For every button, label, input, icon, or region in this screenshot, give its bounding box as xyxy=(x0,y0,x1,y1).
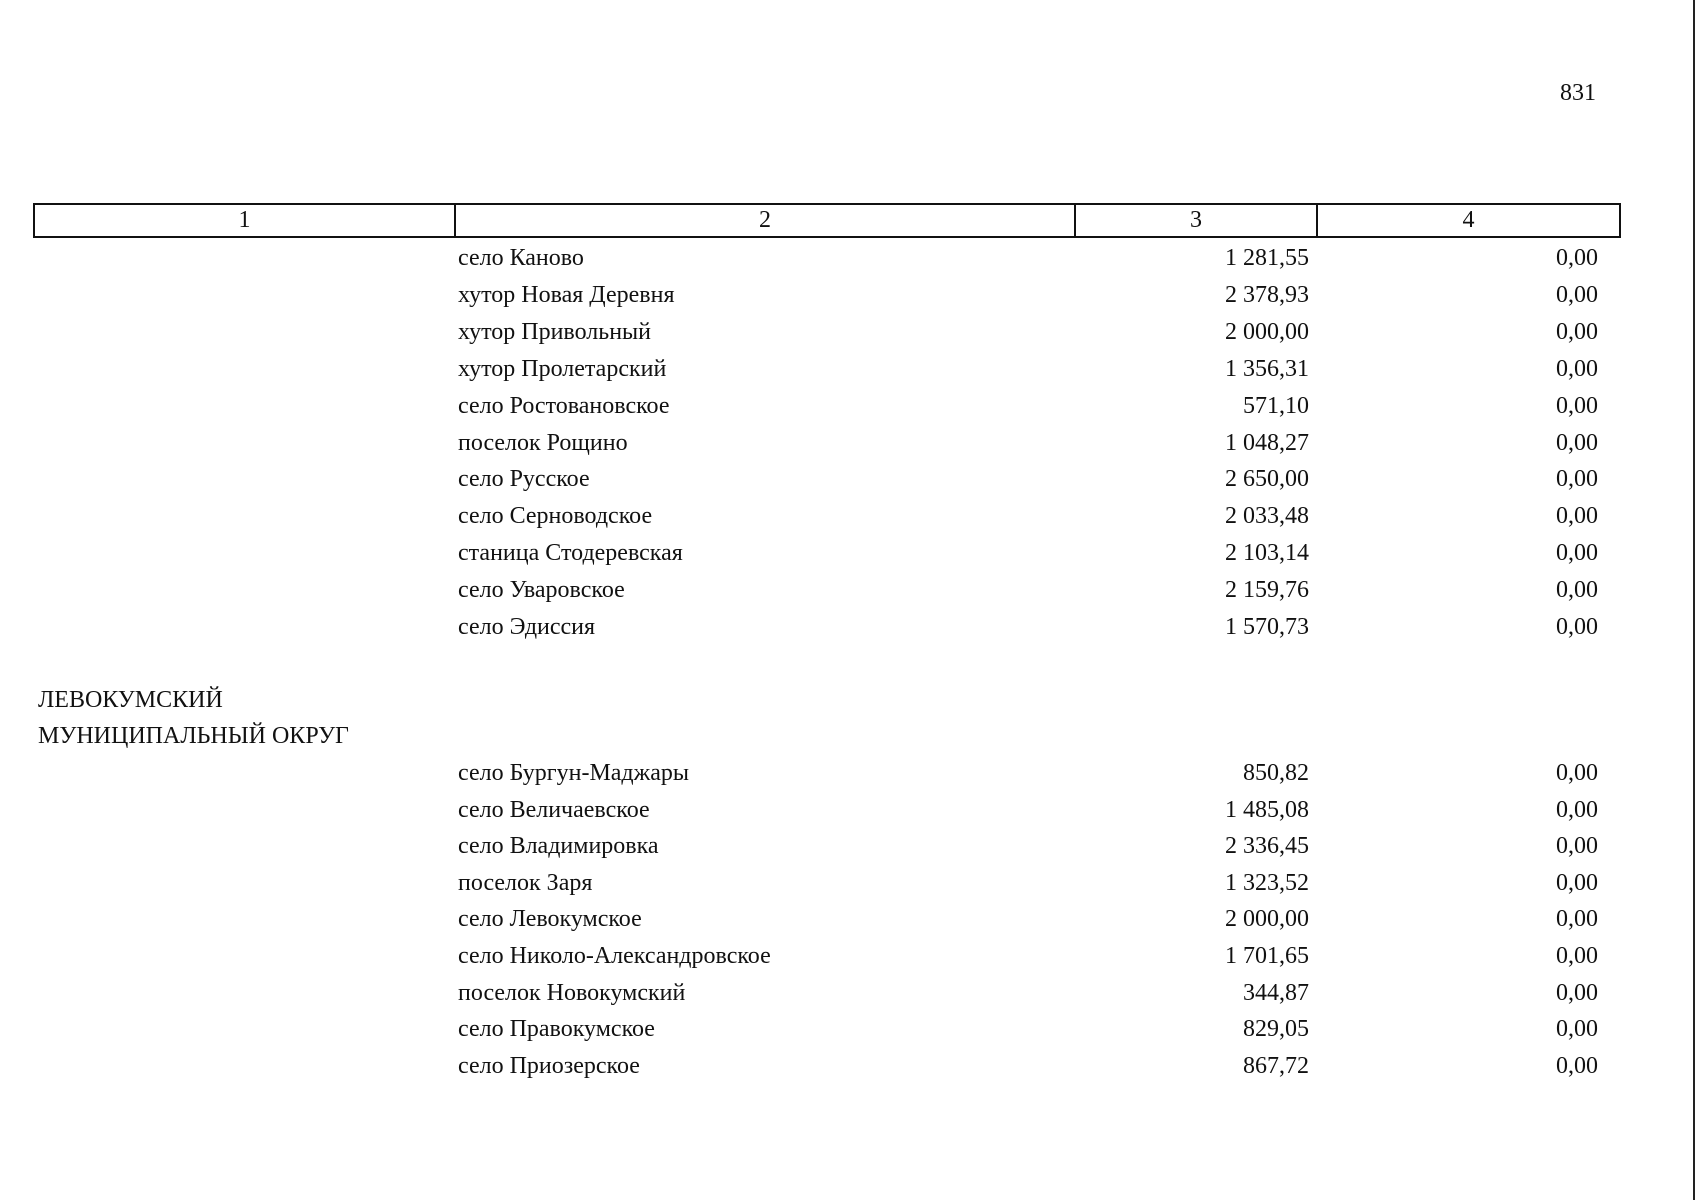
value-column-4: 0,00 xyxy=(1556,318,1598,345)
value-column-3: 1 485,08 xyxy=(1225,796,1309,823)
settlement-name: поселок Новокумский xyxy=(458,979,686,1006)
settlement-name: село Приозерское xyxy=(458,1052,640,1079)
value-column-4: 0,00 xyxy=(1556,760,1598,786)
table-row xyxy=(0,278,1695,312)
settlement-name: поселок Заря xyxy=(458,869,593,896)
value-column-4: 0,00 xyxy=(1556,1052,1598,1079)
settlement-name: хутор Новая Деревня xyxy=(458,281,675,308)
value-column-3: 344,87 xyxy=(1243,979,1309,1006)
value-column-4: 0,00 xyxy=(1556,869,1598,896)
column-header-2: 2 xyxy=(454,205,1074,236)
value-column-3: 867,72 xyxy=(1243,1052,1309,1079)
column-header-1: 1 xyxy=(238,207,251,233)
settlement-name: село Левокумское xyxy=(458,906,642,933)
page-number: 831 xyxy=(1560,80,1596,106)
value-column-4: 0,00 xyxy=(1556,979,1598,1006)
value-column-3: 2 000,00 xyxy=(1225,906,1309,933)
settlement-name: хутор Пролетарский xyxy=(458,355,667,382)
table-row xyxy=(0,976,1695,1010)
settlement-name: село Каново xyxy=(458,245,584,271)
settlement-name: село Ростовановское xyxy=(458,392,670,419)
settlement-name: станица Стодеревская xyxy=(458,540,683,567)
value-column-3: 2 033,48 xyxy=(1225,503,1309,530)
value-column-4: 0,00 xyxy=(1556,614,1598,640)
table-row xyxy=(0,315,1695,349)
value-column-4: 0,00 xyxy=(1556,392,1598,419)
settlement-name: село Владимировка xyxy=(458,833,659,860)
settlement-name: село Серноводское xyxy=(458,503,653,530)
value-column-3: 2 103,14 xyxy=(1225,540,1309,567)
table-header xyxy=(33,203,1621,238)
table-row xyxy=(0,829,1695,863)
settlement-name: село Величаевское xyxy=(458,796,650,823)
value-column-3: 1 323,52 xyxy=(1225,869,1309,896)
settlement-name: поселок Рощино xyxy=(458,429,628,456)
value-column-4: 0,00 xyxy=(1556,281,1598,308)
table-row xyxy=(0,536,1695,570)
value-column-4: 0,00 xyxy=(1556,833,1598,860)
district-name-line-1: ЛЕВОКУМСКИЙ xyxy=(38,687,223,713)
table-row xyxy=(0,793,1695,827)
settlement-name: село Русское xyxy=(458,466,590,493)
value-column-4: 0,00 xyxy=(1556,540,1598,567)
value-column-4: 0,00 xyxy=(1556,943,1598,969)
value-column-4: 0,00 xyxy=(1556,796,1598,823)
table-row xyxy=(0,389,1695,423)
value-column-4: 0,00 xyxy=(1556,906,1598,933)
value-column-3: 829,05 xyxy=(1243,1016,1309,1043)
table-row xyxy=(0,1012,1695,1046)
value-column-3: 2 336,45 xyxy=(1225,833,1309,860)
column-header-3: 3 xyxy=(1074,205,1316,236)
table-row xyxy=(0,573,1695,607)
settlement-name: село Бургун-Маджары xyxy=(458,760,689,786)
value-column-4: 0,00 xyxy=(1556,577,1598,604)
value-column-4: 0,00 xyxy=(1556,245,1598,271)
settlement-name: село Николо-Александровское xyxy=(458,943,771,969)
value-column-3: 2 159,76 xyxy=(1225,577,1309,604)
settlement-name: хутор Привольный xyxy=(458,318,652,345)
table-row xyxy=(0,426,1695,460)
value-column-3: 2 378,93 xyxy=(1225,281,1309,308)
value-column-4: 0,00 xyxy=(1556,503,1598,530)
value-column-4: 0,00 xyxy=(1556,1016,1598,1043)
value-column-3: 571,10 xyxy=(1243,392,1309,419)
settlement-name: село Эдиссия xyxy=(458,614,596,640)
table-row xyxy=(0,352,1695,386)
value-column-4: 0,00 xyxy=(1556,429,1598,456)
value-column-4: 0,00 xyxy=(1556,355,1598,382)
district-heading xyxy=(38,682,349,754)
column-header-4: 4 xyxy=(1316,205,1619,236)
value-column-3: 850,82 xyxy=(1243,760,1309,786)
table-row xyxy=(0,939,1695,973)
value-column-3: 2 000,00 xyxy=(1225,318,1309,345)
value-column-3: 1 570,73 xyxy=(1225,614,1309,640)
table-row xyxy=(0,610,1695,644)
table-row xyxy=(0,241,1695,275)
district-name-line-2: МУНИЦИПАЛЬНЫЙ ОКРУГ xyxy=(38,723,349,749)
table-row xyxy=(0,756,1695,790)
value-column-3: 1 356,31 xyxy=(1225,355,1309,382)
value-column-3: 1 701,65 xyxy=(1225,943,1309,969)
table-row xyxy=(0,1049,1695,1083)
settlement-name: село Уваровское xyxy=(458,577,625,604)
settlement-name: село Правокумское xyxy=(458,1016,655,1043)
value-column-3: 1 048,27 xyxy=(1225,429,1309,456)
table-row xyxy=(0,866,1695,900)
value-column-3: 1 281,55 xyxy=(1225,245,1309,271)
table-row xyxy=(0,902,1695,936)
value-column-3: 2 650,00 xyxy=(1225,466,1309,493)
table-row xyxy=(0,462,1695,496)
table-row xyxy=(0,499,1695,533)
value-column-4: 0,00 xyxy=(1556,466,1598,493)
